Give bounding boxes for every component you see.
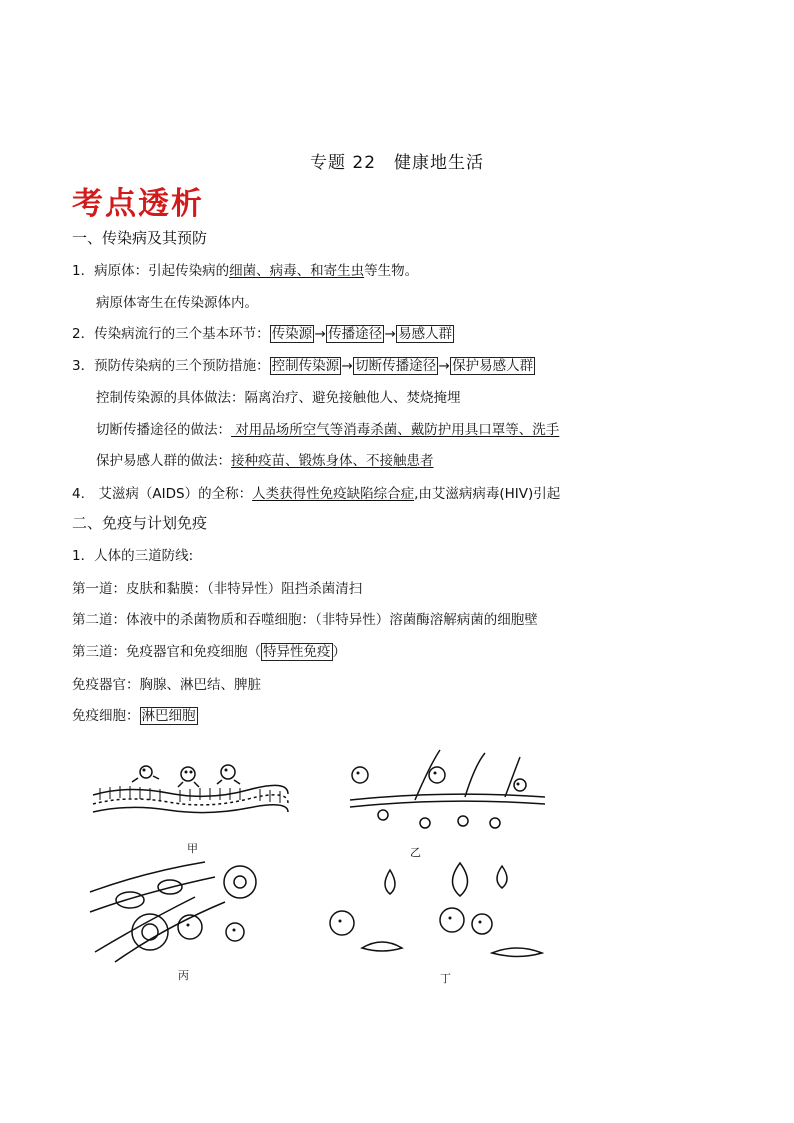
cut-route-box: 切断传播途径 — [355, 358, 437, 374]
s1-item1-underline: 细菌、病毒、和寄生虫 — [229, 263, 365, 279]
figure-label-ding: 丁 — [440, 972, 451, 985]
susceptible-box: 易感人群 — [398, 326, 453, 342]
arrow-icon: → — [384, 326, 396, 342]
illustration-antibodies — [322, 858, 557, 968]
s1-item2 — [72, 325, 454, 343]
s2-line5 — [72, 707, 198, 725]
lymphocyte-box: 淋巴细胞 — [141, 708, 196, 724]
s2-line3-pre: 第三道：免疫器官和免疫细胞（ — [72, 644, 261, 660]
s1-measure3 — [96, 452, 434, 470]
s1-measure2-underline: 对用品场所空气等消毒杀菌、戴防护用具口罩等、洗手 — [231, 422, 560, 438]
s1-item3-pre: 预防传染病的三个预防措施： — [94, 358, 270, 374]
s1-item1-post: 等生物。 — [364, 263, 419, 279]
s2-line3 — [72, 643, 346, 661]
s1-item4-underline: 人类获得性免疫缺陷综合症 — [252, 486, 415, 502]
s2-line1: 第一道：皮肤和黏膜：（非特异性）阻挡杀菌清扫 — [72, 581, 363, 597]
section2-heading: 二、免疫与计划免疫 — [72, 514, 208, 532]
s1-measure1 — [96, 389, 461, 407]
s1-item1b: 病原体寄生在传染源体内。 — [96, 295, 258, 311]
specific-immunity-box: 特异性免疫 — [263, 644, 331, 660]
s1-item4-pre: 艾滋病（AIDS）的全称： — [98, 486, 253, 502]
s1-item2-num: 2． — [72, 326, 95, 342]
illustration-phagocytes — [85, 852, 270, 967]
s2-line2: 第二道：体液中的杀菌物质和吞噬细胞：（非特异性）溶菌酶溶解病菌的细胞壁 — [72, 612, 538, 628]
s1-item4-post: ,由艾滋病病毒(HIV)引起 — [414, 486, 561, 502]
s1-item1-num: 1． — [72, 263, 95, 279]
arrow-icon: → — [314, 326, 326, 342]
s1-measure2 — [96, 421, 559, 439]
protect-box: 保护易感人群 — [452, 358, 534, 374]
s1-item4 — [72, 485, 560, 503]
s1-measure3-underline: 接种疫苗、锻炼身体、不接触患者 — [231, 453, 434, 469]
s1-measure1-text: 隔离治疗、避免接触他人、焚烧掩埋 — [244, 390, 461, 406]
figure-label-bing: 丙 — [178, 969, 189, 982]
s1-measure3-pre: 保护易感人群的做法： — [96, 453, 231, 469]
s2-line5-pre: 免疫细胞： — [72, 708, 140, 724]
s1-item3-num: 3． — [72, 358, 95, 374]
source-box: 传染源 — [271, 326, 313, 342]
s1-item4-num: 4. — [72, 486, 99, 502]
page-title: 专题 22 健康地生活 — [309, 153, 485, 173]
control-source-box: 控制传染源 — [271, 358, 340, 374]
s1-item1 — [72, 262, 418, 280]
s2-line3-post: ） — [332, 644, 346, 660]
section-badge: 考点透析 — [72, 186, 204, 222]
s1-measure1-pre: 控制传染源的具体做法： — [96, 390, 245, 406]
route-box: 传播途径 — [328, 326, 383, 342]
illustration-skin-barrier — [88, 760, 293, 850]
illustration-cilia — [345, 745, 550, 855]
s1-item3 — [72, 357, 535, 375]
figure-label-yi: 乙 — [410, 846, 421, 859]
s1-measure2-pre: 切断传播途径的做法： — [96, 422, 231, 438]
section1-heading: 一、传染病及其预防 — [72, 229, 208, 247]
arrow-icon: → — [341, 358, 353, 374]
figure-label-jia: 甲 — [187, 842, 198, 855]
s1-item1-pre: 病原体：引起传染病的 — [94, 263, 230, 279]
s2-item1: 1．人体的三道防线: — [72, 548, 194, 564]
s2-line4: 免疫器官：胸腺、淋巴结、脾脏 — [72, 677, 261, 693]
s1-item2-pre: 传染病流行的三个基本环节： — [94, 326, 270, 342]
arrow-icon: → — [438, 358, 450, 374]
